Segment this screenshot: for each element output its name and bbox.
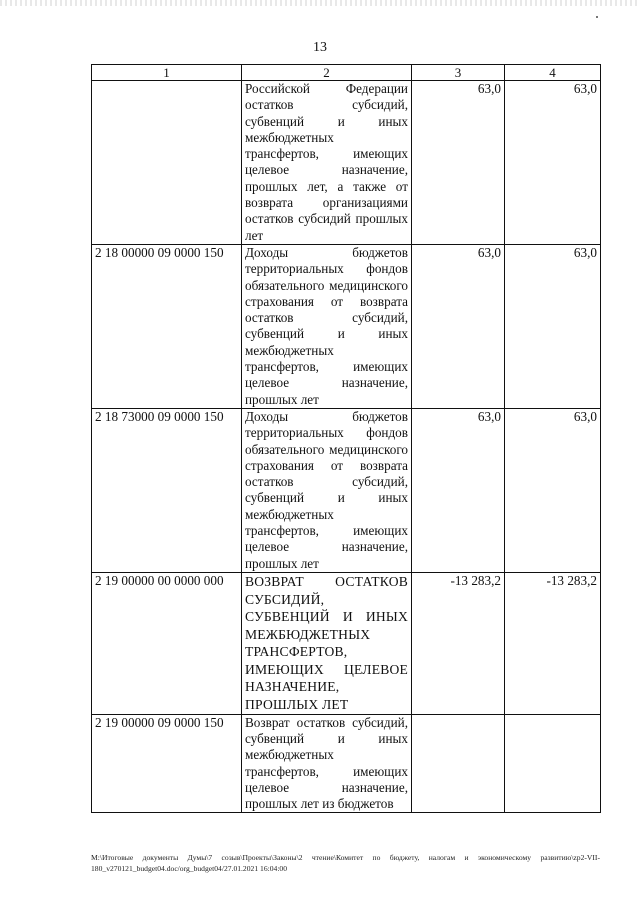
column-header-4: 4 [505,65,601,81]
budget-code: 2 19 00000 00 0000 000 [92,572,242,714]
budget-table [91,64,601,813]
item-description: ВОЗВРАТ ОСТАТКОВ СУБСИДИЙ, СУБВЕНЦИЙ И ИНЫХ МЕЖБЮДЖЕТНЫХ ТРАНСФЕРТОВ, ИМЕЮЩИХ ЦЕЛЕВОЕ НАЗНАЧЕНИЕ, ПРОШЛЫХ ЛЕТ [242,572,412,714]
amount-col4: -13 283,2 [505,572,601,714]
amount-col3: 63,0 [412,81,505,245]
budget-code [92,81,242,245]
budget-code: 2 18 73000 09 0000 150 [92,408,242,572]
table-row [92,244,601,408]
table-row [92,408,601,572]
amount-col3: -13 283,2 [412,572,505,714]
amount-col4 [505,714,601,813]
amount-col3 [412,714,505,813]
budget-code: 2 19 00000 09 0000 150 [92,714,242,813]
column-header-2: 2 [242,65,412,81]
table-row [92,714,601,813]
amount-col4: 63,0 [505,81,601,245]
item-description: Доходы бюджетов территориальных фондов обязательного медицинского страхования от возврата остатков субсидий, субвенций и иных межбюджетных трансфертов, имеющих целевое назначение, прошлых лет [242,244,412,408]
page-number: 13 [313,40,327,55]
amount-col4: 63,0 [505,244,601,408]
scan-edge-artifact [0,0,640,6]
document-path-footer: M:\Итоговые документы Думы\7 созыв\Проекты\Законы\2 чтение\Комитет по бюджету, налогам и экономическому развитию\zp2-VII-180_v270121_budget04.doc/org_budget04/27.01.2021 16:04:00 [91,853,600,873]
column-header-1: 1 [92,65,242,81]
amount-col3: 63,0 [412,408,505,572]
budget-code: 2 18 00000 09 0000 150 [92,244,242,408]
item-description: Возврат остатков субсидий, субвенций и иных межбюджетных трансфертов, имеющих целевое назначение, прошлых лет из бюджетов [242,714,412,813]
item-description: Доходы бюджетов территориальных фондов обязательного медицинского страхования от возврата остатков субсидий, субвенций и иных межбюджетных трансфертов, имеющих целевое назначение, прошлых лет [242,408,412,572]
amount-col4: 63,0 [505,408,601,572]
column-header-3: 3 [412,65,505,81]
item-description: Российской Федерации остатков субсидий, субвенций и иных межбюджетных трансфертов, имеющих целевое назначение, прошлых лет, а также от возврата организациями остатков субсидий прошлых лет [242,81,412,245]
amount-col3: 63,0 [412,244,505,408]
scan-mark [596,16,598,18]
table-header-row [92,65,601,81]
table-row [92,572,601,714]
table-row [92,81,601,245]
